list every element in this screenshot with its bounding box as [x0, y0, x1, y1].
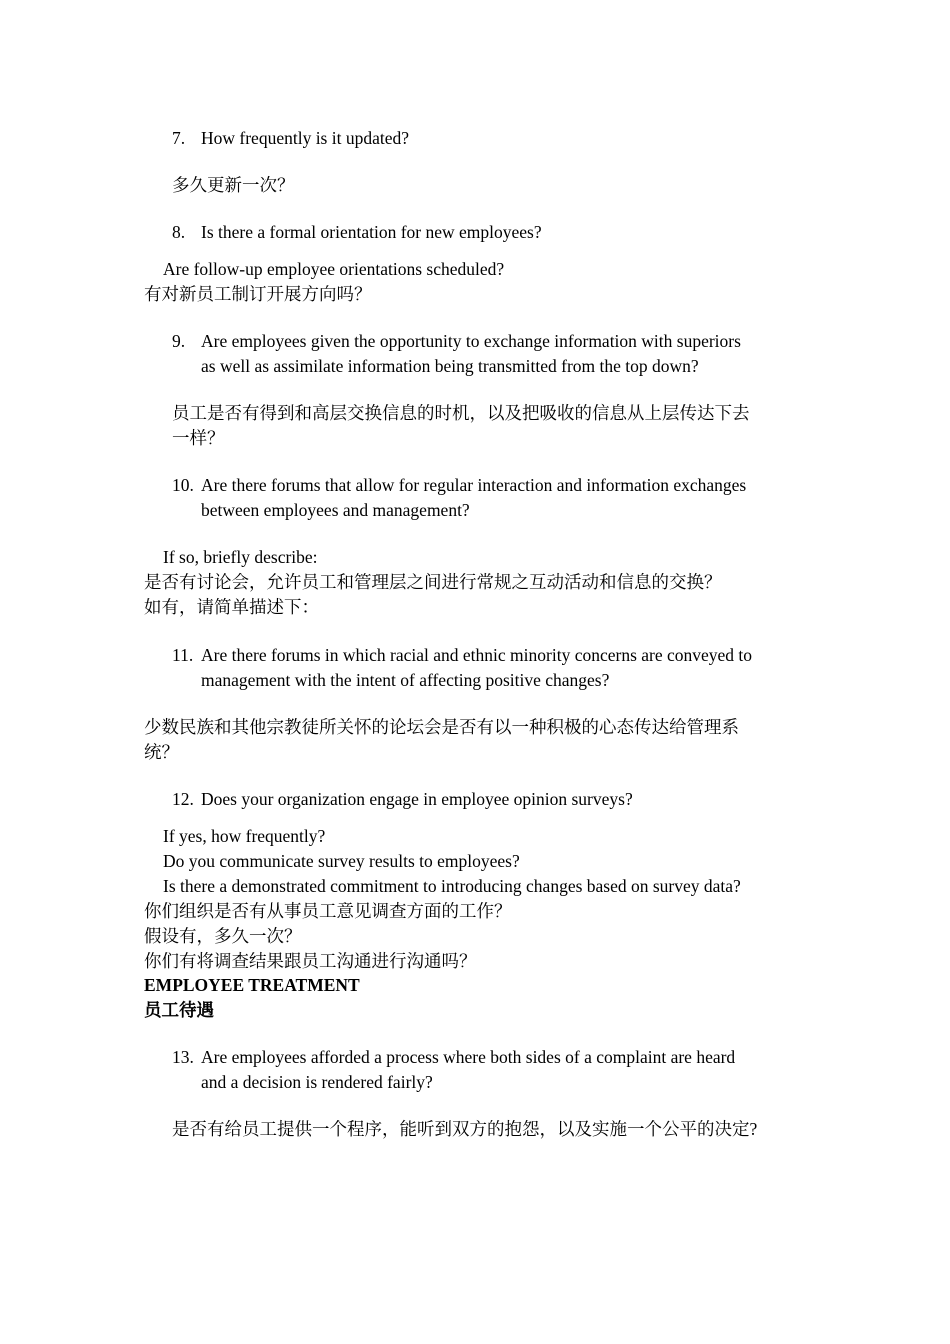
question-10-followup: If so, briefly describe: — [163, 547, 318, 567]
question-12-followup-1: If yes, how frequently? — [163, 826, 326, 846]
question-8-number: 8. — [172, 222, 186, 242]
question-10-text-line2: between employees and management? — [201, 500, 470, 520]
section-heading-translation: 员工待遇 — [144, 1000, 214, 1020]
question-11-translation-line1: 少数民族和其他宗教徒所关怀的论坛会是否有以一种积极的心态传达给管理系 — [144, 717, 739, 737]
section-heading: EMPLOYEE TREATMENT — [144, 975, 360, 995]
question-12-number: 12. — [172, 789, 194, 809]
question-8-translation: 有对新员工制订开展方向吗？ — [144, 284, 372, 304]
question-12-followup-2: Do you communicate survey results to employees? — [163, 851, 520, 871]
question-12-text: Does your organization engage in employee opinion surveys? — [201, 789, 633, 809]
question-9-text-line1: Are employees given the opportunity to exchange information with superiors — [201, 331, 741, 351]
question-9-text-line2: as well as assimilate information being transmitted from the top down? — [201, 356, 699, 376]
question-12-translation-line2: 假设有，多久一次？ — [144, 926, 302, 946]
question-7-translation: 多久更新一次？ — [172, 175, 295, 195]
question-9-number: 9. — [172, 331, 186, 351]
question-7-number: 7. — [172, 128, 186, 148]
question-10-translation-line2: 如有，请简单描述下： — [144, 597, 319, 617]
question-12-translation-line1: 你们组织是否有从事员工意见调查方面的工作？ — [144, 901, 512, 921]
question-13-translation: 是否有给员工提供一个程序，能听到双方的抱怨，以及实施一个公平的决定? — [172, 1119, 758, 1139]
question-13-text-line2: and a decision is rendered fairly? — [201, 1072, 433, 1092]
question-13-number: 13. — [172, 1047, 194, 1067]
question-12-followup-3: Is there a demonstrated commitment to introducing changes based on survey data? — [163, 876, 741, 896]
question-9-translation-line2: 一样？ — [172, 428, 225, 448]
question-10-number: 10. — [172, 475, 194, 495]
question-11-translation-line2: 统？ — [144, 742, 179, 762]
question-10-translation-line1: 是否有讨论会，允许员工和管理层之间进行常规之互动活动和信息的交换？ — [144, 572, 722, 592]
question-9-translation-line1: 员工是否有得到和高层交换信息的时机，以及把吸收的信息从上层传达下去 — [172, 403, 750, 423]
question-10-text-line1: Are there forums that allow for regular interaction and information exchanges — [201, 475, 747, 495]
question-11-text-line1: Are there forums in which racial and ethnic minority concerns are conveyed to — [201, 645, 753, 665]
question-7-text: How frequently is it updated? — [201, 128, 410, 148]
question-13-text-line1: Are employees afforded a process where both sides of a complaint are heard — [201, 1047, 736, 1067]
question-8-text: Is there a formal orientation for new employees? — [201, 222, 542, 242]
question-8-followup: Are follow-up employee orientations scheduled? — [163, 259, 505, 279]
question-12-translation-line3: 你们有将调查结果跟员工沟通进行沟通吗？ — [144, 951, 477, 971]
question-11-text-line2: management with the intent of affecting positive changes? — [201, 670, 610, 690]
question-11-number: 11. — [172, 645, 194, 665]
